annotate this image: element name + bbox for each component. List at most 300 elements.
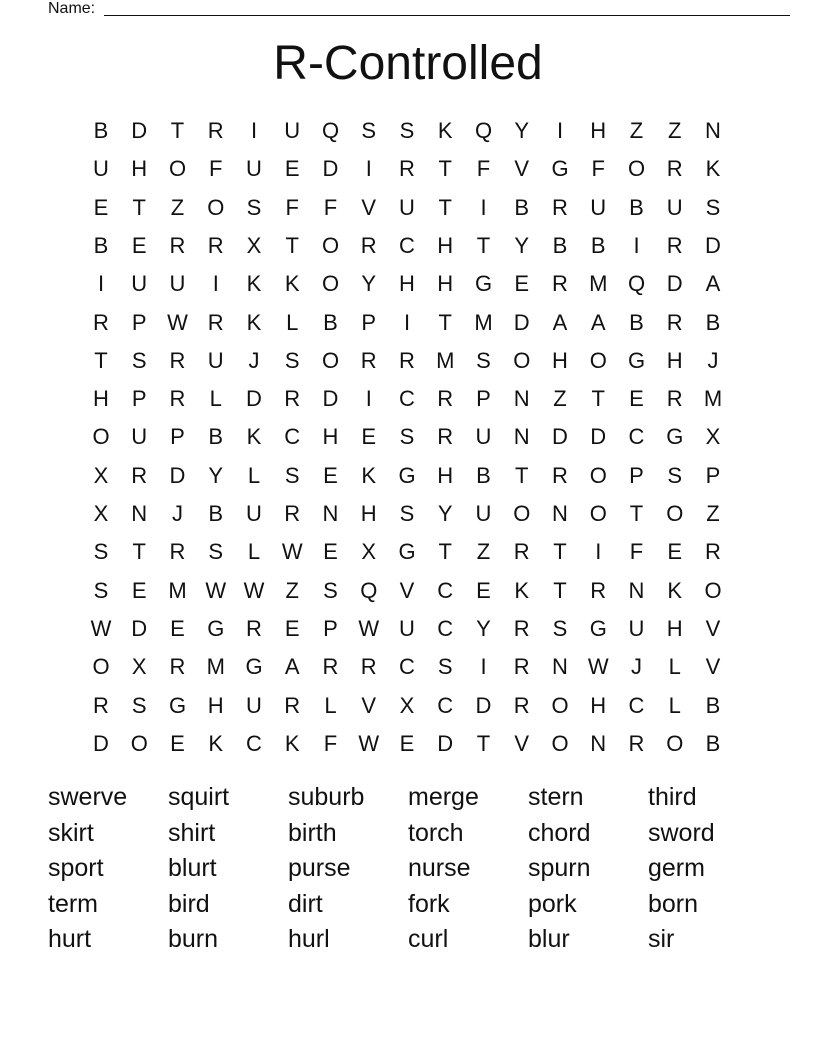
grid-letter: O (321, 271, 340, 297)
grid-letter: P (705, 462, 721, 488)
grid-letter: H (399, 271, 415, 297)
grid-letter: Z (553, 386, 567, 412)
grid-letter: P (629, 462, 644, 488)
grid-letter: C (437, 615, 454, 641)
grid-letter: E (323, 462, 338, 488)
grid-letter: U (207, 347, 224, 373)
word-bank-item: purse (288, 854, 351, 882)
grid-letter: O (666, 730, 684, 756)
grid-letter: M (168, 577, 187, 603)
grid-letter: B (208, 501, 224, 526)
grid-letter: H (93, 386, 109, 412)
grid-letter: A (590, 309, 606, 335)
grid-letter: X (131, 654, 147, 680)
grid-letter: J (707, 347, 719, 373)
grid-letter: O (589, 462, 607, 488)
grid-letter: M (206, 654, 225, 680)
grid-letter: R (552, 462, 568, 488)
grid-letter: R (169, 232, 186, 258)
grid-letter: R (437, 386, 454, 412)
grid-letter: D (131, 118, 148, 143)
grid-letter: P (170, 424, 185, 450)
grid-letter: P (476, 386, 491, 412)
grid-letter: O (321, 232, 340, 258)
grid-letter: H (666, 347, 683, 373)
word-bank-item: stern (528, 783, 584, 811)
grid-letter: R (666, 232, 683, 258)
grid-letter: R (322, 654, 339, 680)
grid-row (82, 495, 734, 533)
grid-letter: B (705, 309, 721, 335)
grid-letter: R (399, 347, 415, 373)
grid-letter: F (209, 156, 223, 182)
grid-row (82, 725, 734, 763)
page-title: R-Controlled (273, 37, 543, 90)
grid-letter: T (553, 539, 567, 565)
grid-letter: R (513, 692, 530, 718)
grid-letter: R (552, 271, 568, 297)
grid-letter: F (285, 194, 299, 220)
grid-letter: R (284, 386, 301, 412)
grid-letter: C (628, 424, 645, 450)
grid-letter: V (514, 156, 530, 182)
grid-letter: S (667, 462, 683, 488)
grid-letter: G (627, 347, 646, 373)
grid-letter: P (131, 386, 147, 412)
grid-letter: Y (514, 232, 530, 258)
grid-letter: G (551, 156, 569, 182)
word-bank-item: merge (408, 783, 479, 811)
grid-letter: E (399, 730, 415, 756)
grid-letter: T (438, 539, 452, 565)
grid-letter: R (93, 692, 109, 718)
grid-letter: B (629, 194, 644, 220)
grid-letter: F (476, 156, 491, 182)
grid-letter: B (93, 118, 109, 143)
grid-letter: I (212, 271, 219, 297)
grid-letter: N (131, 501, 148, 526)
grid-letter: O (589, 501, 607, 526)
grid-letter: O (627, 156, 646, 182)
grid-letter: X (399, 692, 415, 718)
grid-letter: D (590, 424, 607, 450)
grid-letter: H (360, 501, 377, 526)
grid-letter: H (666, 615, 683, 641)
grid-letter: I (365, 156, 372, 182)
grid-letter: R (399, 156, 415, 182)
grid-letter: R (437, 424, 454, 450)
grid-letter: H (590, 118, 607, 143)
grid-letter: U (131, 271, 148, 297)
grid-letter: D (475, 692, 492, 718)
grid-letter: N (552, 501, 568, 526)
grid-letter: U (284, 118, 301, 143)
grid-letter: X (93, 501, 109, 526)
grid-letter: N (513, 386, 530, 412)
grid-letter: K (284, 730, 300, 756)
grid-letter: P (361, 309, 377, 335)
grid-letter: R (360, 232, 377, 258)
word-bank-item: shirt (168, 818, 216, 847)
grid-letter: U (590, 194, 607, 220)
grid-letter: S (131, 692, 147, 718)
grid-letter: R (169, 386, 186, 412)
grid-letter: R (169, 539, 186, 565)
grid-letter: T (94, 347, 108, 373)
grid-letter: R (207, 309, 224, 335)
grid-letter: V (361, 194, 377, 220)
grid-letter: U (628, 615, 645, 641)
grid-letter: J (172, 501, 183, 526)
grid-letter: N (552, 654, 568, 680)
grid-letter: X (705, 424, 721, 450)
grid-letter: S (323, 577, 338, 603)
grid-letter: O (551, 730, 569, 756)
grid-letter: W (90, 615, 112, 641)
grid-letter: D (169, 462, 186, 488)
grid-letter: T (515, 462, 529, 488)
grid-letter: V (705, 615, 721, 641)
grid-letter: E (170, 730, 185, 756)
grid-letter: M (589, 271, 608, 297)
word-bank-item: curl (408, 925, 449, 953)
grid-letter: I (595, 539, 602, 565)
grid-letter: T (591, 386, 605, 412)
grid-letter: R (131, 462, 148, 488)
grid-letter: L (247, 539, 261, 565)
grid-letter: O (513, 501, 531, 526)
grid-letter: Z (170, 194, 185, 220)
grid-letter: V (361, 692, 377, 718)
grid-letter: O (92, 424, 110, 450)
grid-row (82, 533, 734, 571)
grid-letter: S (399, 424, 415, 450)
grid-letter: T (132, 194, 146, 220)
grid-letter: C (437, 577, 454, 603)
grid-letter: E (361, 424, 377, 450)
grid-letter: T (285, 232, 299, 258)
grid-letter: D (131, 615, 148, 641)
grid-letter: A (284, 654, 300, 680)
grid-letter: Q (627, 271, 646, 297)
grid-letter: L (668, 654, 681, 680)
word-bank-item: swerve (48, 783, 128, 811)
grid-letter: R (666, 156, 683, 182)
grid-letter: H (437, 462, 454, 488)
grid-letter: E (476, 577, 491, 603)
grid-letter: O (551, 692, 569, 718)
grid-letter: K (361, 462, 377, 488)
grid-letter: G (589, 615, 607, 641)
grid-row (82, 380, 734, 418)
grid-letter: R (513, 539, 530, 565)
grid-letter: T (476, 232, 491, 258)
grid-letter: Y (437, 501, 453, 526)
grid-letter: V (705, 654, 721, 680)
grid-letter: O (704, 577, 722, 603)
grid-letter: Y (361, 271, 377, 297)
grid-letter: U (246, 156, 262, 182)
grid-letter: F (591, 156, 605, 182)
grid-letter: S (284, 462, 300, 488)
grid-row (82, 304, 734, 342)
word-bank-item: blur (528, 925, 570, 953)
grid-letter: W (358, 730, 380, 756)
grid-letter: O (513, 347, 531, 373)
grid-letter: U (246, 692, 262, 718)
grid-letter: B (208, 424, 224, 450)
grid-letter: T (629, 501, 644, 526)
grid-letter: E (284, 156, 300, 182)
grid-letter: D (666, 271, 683, 297)
grid-letter: Z (629, 118, 644, 143)
grid-letter: F (323, 194, 338, 220)
grid-letter: Y (476, 615, 491, 641)
grid-letter: Z (706, 501, 720, 526)
grid-letter: N (705, 118, 721, 143)
grid-letter: X (93, 462, 109, 488)
grid-letter: W (167, 309, 188, 335)
grid-letter: D (705, 232, 721, 258)
word-bank-item: sport (48, 854, 104, 882)
grid-letter: H (131, 156, 148, 182)
grid-letter: K (514, 577, 530, 603)
grid-letter: I (633, 232, 640, 258)
grid-letter: C (437, 692, 454, 718)
grid-letter: D (437, 730, 454, 756)
grid-letter: G (666, 424, 684, 450)
grid-letter: T (438, 156, 452, 182)
word-bank-item: hurl (288, 925, 330, 953)
word-bank-item: blurt (168, 854, 217, 882)
grid-letter: L (668, 692, 681, 718)
grid-letter: V (514, 730, 530, 756)
word-bank-item: squirt (168, 783, 230, 811)
grid-letter: B (323, 309, 338, 335)
grid-letter: B (705, 730, 721, 756)
grid-letter: E (170, 615, 185, 641)
grid-letter: T (553, 577, 567, 603)
grid-row (82, 457, 734, 495)
grid-letter: S (705, 194, 721, 220)
grid-letter: W (243, 577, 265, 603)
grid-letter: C (246, 730, 262, 756)
grid-letter: U (93, 156, 109, 182)
grid-letter: S (246, 194, 262, 220)
grid-letter: D (93, 730, 109, 756)
grid-letter: R (169, 654, 186, 680)
grid-row (82, 150, 734, 188)
grid-letter: R (513, 615, 530, 641)
word-bank-item: sword (648, 818, 715, 847)
grid-letter: A (705, 271, 721, 297)
grid-letter: O (589, 347, 607, 373)
grid-letter: L (286, 309, 299, 335)
grid-letter: J (631, 654, 642, 680)
word-bank-item: nurse (408, 854, 471, 882)
grid-letter: B (629, 309, 644, 335)
grid-letter: Y (514, 118, 530, 143)
word-bank-item: suburb (288, 783, 365, 811)
grid-letter: B (590, 232, 606, 258)
grid-letter: G (207, 615, 225, 641)
word-bank (48, 780, 768, 960)
word-bank-item: skirt (48, 818, 94, 847)
grid-letter: P (323, 615, 338, 641)
grid-letter: U (399, 615, 415, 641)
name-underline (104, 15, 790, 16)
word-bank-item: term (48, 889, 98, 918)
grid-letter: C (284, 424, 301, 450)
word-bank-item: sir (648, 925, 675, 953)
grid-letter: S (93, 577, 109, 603)
grid-letter: K (246, 271, 262, 297)
grid-row (82, 265, 734, 303)
grid-letter: S (361, 118, 377, 143)
grid-letter: D (246, 386, 262, 412)
word-bank-item: spurn (528, 854, 591, 882)
grid-letter: U (246, 501, 262, 526)
grid-letter: S (131, 347, 147, 373)
word-bank-item: fork (408, 889, 450, 918)
grid-letter: W (587, 654, 609, 680)
grid-letter: E (93, 194, 109, 220)
grid-letter: L (247, 462, 261, 488)
grid-letter: S (93, 539, 109, 565)
grid-letter: J (248, 347, 260, 373)
word-bank-item: hurt (48, 925, 92, 953)
grid-letter: U (169, 271, 186, 297)
grid-letter: Y (208, 462, 224, 488)
name-label: Name: (48, 0, 96, 17)
word-bank-item: chord (528, 818, 591, 847)
grid-letter: O (130, 730, 148, 756)
grid-letter: H (552, 347, 568, 373)
grid-letter: Q (474, 118, 493, 143)
grid-letter: F (323, 730, 338, 756)
grid-letter: R (705, 539, 721, 565)
grid-letter: U (666, 194, 683, 220)
grid-letter: E (131, 232, 147, 258)
grid-letter: B (476, 462, 491, 488)
grid-row (82, 227, 734, 265)
grid-letter: R (246, 615, 262, 641)
grid-letter: R (360, 654, 377, 680)
word-bank-item: pork (528, 889, 577, 918)
grid-letter: M (436, 347, 455, 373)
grid-letter: H (322, 424, 339, 450)
grid-letter: K (246, 424, 262, 450)
grid-letter: Q (321, 118, 340, 143)
grid-letter: S (208, 539, 224, 565)
grid-letter: O (321, 347, 340, 373)
grid-letter: W (358, 615, 380, 641)
grid-letter: G (398, 539, 416, 565)
grid-letter: I (365, 386, 372, 412)
grid-letter: B (93, 232, 109, 258)
grid-row (82, 342, 734, 380)
grid-letter: I (480, 194, 487, 220)
grid-letter: O (168, 156, 187, 182)
grid-letter: L (209, 386, 222, 412)
grid-letter: R (284, 692, 301, 718)
grid-letter: D (322, 156, 339, 182)
grid-row (82, 189, 734, 227)
grid-row (82, 112, 734, 150)
grid-letter: H (437, 271, 454, 297)
grid-letter: N (590, 730, 607, 756)
grid-letter: R (513, 654, 530, 680)
grid-letter: R (666, 309, 683, 335)
grid-letter: O (666, 501, 684, 526)
grid-letter: T (132, 539, 146, 565)
grid-letter: S (399, 501, 415, 526)
grid-letter: W (281, 539, 303, 565)
name-field (48, 0, 748, 18)
grid-letter: U (475, 501, 492, 526)
grid-letter: E (284, 615, 300, 641)
grid-letter: K (284, 271, 300, 297)
grid-letter: R (207, 118, 224, 143)
grid-letter: K (246, 309, 262, 335)
grid-letter: S (284, 347, 300, 373)
grid-letter: S (399, 118, 415, 143)
grid-letter: H (590, 692, 607, 718)
grid-letter: T (170, 118, 185, 143)
grid-letter: K (208, 730, 224, 756)
grid-letter: M (474, 309, 493, 335)
grid-letter: I (97, 271, 105, 297)
grid-letter: T (438, 194, 452, 220)
grid-letter: G (245, 654, 263, 680)
grid-letter: C (399, 654, 415, 680)
word-bank-item: germ (648, 854, 705, 882)
word-bank-item: torch (408, 818, 464, 847)
grid-letter: C (399, 386, 415, 412)
grid-letter: N (322, 501, 339, 526)
grid-letter: R (552, 194, 568, 220)
grid-letter: G (474, 271, 493, 297)
grid-letter: A (552, 309, 568, 335)
grid-letter: I (250, 118, 258, 143)
grid-letter: S (437, 654, 453, 680)
letter-grid (82, 112, 734, 764)
grid-letter: E (667, 539, 683, 565)
grid-letter: Z (476, 539, 491, 565)
grid-letter: B (552, 232, 568, 258)
word-bank-item: birth (288, 818, 337, 847)
word-bank-item: third (648, 783, 697, 811)
grid-letter: V (399, 577, 415, 603)
grid-letter: T (476, 730, 491, 756)
grid-row (82, 418, 734, 456)
grid-letter: D (322, 386, 339, 412)
grid-letter: H (207, 692, 224, 718)
word-bank-item: bird (168, 889, 210, 918)
grid-letter: Z (668, 118, 682, 143)
grid-letter: B (514, 194, 530, 220)
grid-letter: L (324, 692, 337, 718)
grid-letter: U (475, 424, 492, 450)
grid-letter: M (703, 386, 723, 412)
grid-letter: I (556, 118, 564, 143)
grid-letter: K (437, 118, 453, 143)
grid-letter: F (629, 539, 644, 565)
grid-letter: R (628, 730, 645, 756)
grid-letter: H (437, 232, 454, 258)
grid-letter: E (629, 386, 644, 412)
grid-letter: N (628, 577, 645, 603)
